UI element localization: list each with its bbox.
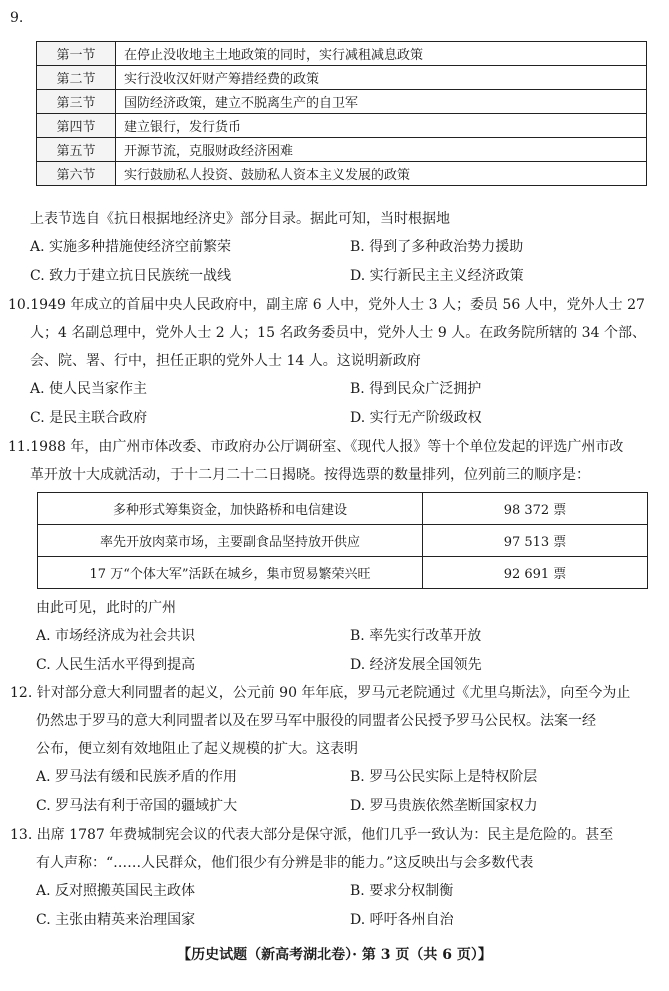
q13-option-d[interactable]: D. 呼吁各州自治 — [350, 912, 454, 928]
q12-stem-line3: 公布，便立刻有效地阻止了起义规模的扩大。这表明 — [36, 741, 358, 757]
q12-stem-line1: 12. 针对部分意大利同盟者的起义，公元前 90 年年底，罗马元老院通过《尤里乌斯法》，向至今为止 — [10, 685, 631, 701]
achievement-cell: 多种形式筹集资金，加快路桥和电信建设 — [38, 493, 423, 525]
table-row — [38, 525, 648, 557]
q9-stem: 上表节选自《抗日根据地经济史》部分目录。据此可知，当时根据地 — [30, 211, 450, 227]
q9-option-a[interactable]: A. 实施多种措施使经济空前繁荣 — [30, 239, 232, 255]
q11-option-b[interactable]: B. 率先实行改革开放 — [350, 628, 482, 644]
q9-option-c[interactable]: C. 致力于建立抗日民族统一战线 — [30, 268, 232, 284]
table-row — [38, 557, 648, 589]
q12-option-a[interactable]: A. 罗马法有缓和民族矛盾的作用 — [36, 769, 238, 785]
section-content: 开源节流，克服财政经济困难 — [116, 138, 647, 162]
q10-option-c[interactable]: C. 是民主联合政府 — [30, 410, 148, 426]
achievement-cell: 率先开放肉菜市场，主要副食品坚持放开供应 — [38, 525, 423, 557]
table-row — [37, 42, 647, 66]
section-content: 实行没收汉奸财产筹措经费的政策 — [116, 66, 647, 90]
q13-option-c[interactable]: C. 主张由精英来治理国家 — [36, 912, 196, 928]
q9-option-d[interactable]: D. 实行新民主主义经济政策 — [350, 268, 524, 284]
q10-option-b[interactable]: B. 得到民众广泛拥护 — [350, 381, 482, 397]
q9-table — [36, 41, 647, 186]
q10-option-a[interactable]: A. 使人民当家作主 — [30, 381, 148, 397]
q13-option-a[interactable]: A. 反对照搬英国民主政体 — [36, 883, 196, 899]
q10-stem-line3: 会、院、署、行中，担任正职的党外人士 14 人。这说明新政府 — [30, 353, 421, 369]
q9-number: 9. — [10, 10, 24, 26]
q13-stem-line2: 有人声称：“……人民群众，他们很少有分辨是非的能力。”这反映出与会多数代表 — [36, 855, 534, 871]
q11-stem: 由此可见，此时的广州 — [36, 600, 176, 616]
section-content: 在停止没收地主土地政策的同时，实行减租减息政策 — [116, 42, 647, 66]
section-content: 国防经济政策，建立不脱离生产的自卫军 — [116, 90, 647, 114]
section-label: 第三节 — [37, 90, 116, 114]
section-content: 实行鼓励私人投资、鼓励私人资本主义发展的政策 — [116, 162, 647, 186]
votes-cell: 92 691 票 — [423, 557, 648, 589]
section-label: 第六节 — [37, 162, 116, 186]
table-row — [37, 66, 647, 90]
q11-option-a[interactable]: A. 市场经济成为社会共识 — [36, 628, 196, 644]
table-row — [37, 162, 647, 186]
q13-option-b[interactable]: B. 要求分权制衡 — [350, 883, 454, 899]
q11-option-d[interactable]: D. 经济发展全国领先 — [350, 657, 482, 673]
table-row — [37, 90, 647, 114]
achievement-cell: 17 万“个体大军”活跃在城乡，集市贸易繁荣兴旺 — [38, 557, 423, 589]
votes-cell: 98 372 票 — [423, 493, 648, 525]
q11-option-c[interactable]: C. 人民生活水平得到提高 — [36, 657, 196, 673]
q12-option-c[interactable]: C. 罗马法有利于帝国的疆域扩大 — [36, 798, 238, 814]
page-footer: 【历史试题（新高考湖北卷）· 第 3 页（共 6 页）】 — [177, 947, 492, 963]
table-row — [38, 493, 648, 525]
q11-stem-line1: 11.1988 年，由广州市体改委、市政府办公厅调研室、《现代人报》等十个单位发起的评选广州市改 — [8, 439, 624, 455]
section-label: 第四节 — [37, 114, 116, 138]
section-label: 第二节 — [37, 66, 116, 90]
q10-stem-line2: 人；4 名副总理中，党外人士 2 人；15 名政务委员中，党外人士 9 人。在政务院所辖的 34 个部、 — [30, 325, 646, 341]
q9-option-b[interactable]: B. 得到了多种政治势力援助 — [350, 239, 524, 255]
q10-stem-line1: 10.1949 年成立的首届中央人民政府中，副主席 6 人中，党外人士 3 人；委员 56 人中，党外人士 27 — [8, 297, 645, 313]
q12-option-b[interactable]: B. 罗马公民实际上是特权阶层 — [350, 769, 538, 785]
table-row — [37, 138, 647, 162]
q12-stem-line2: 仍然忠于罗马的意大利同盟者以及在罗马军中服役的同盟者公民授予罗马公民权。法案一经 — [36, 713, 596, 729]
q12-option-d[interactable]: D. 罗马贵族依然垄断国家权力 — [350, 798, 538, 814]
section-label: 第一节 — [37, 42, 116, 66]
q10-option-d[interactable]: D. 实行无产阶级政权 — [350, 410, 482, 426]
q11-table — [37, 492, 648, 589]
q11-stem-line2: 革开放十大成就活动，于十二月二十二日揭晓。按得选票的数量排列，位列前三的顺序是： — [30, 467, 590, 483]
votes-cell: 97 513 票 — [423, 525, 648, 557]
section-label: 第五节 — [37, 138, 116, 162]
q13-stem-line1: 13. 出席 1787 年费城制宪会议的代表大部分是保守派，他们几乎一致认为：民主是危险的。甚至 — [10, 827, 614, 843]
section-content: 建立银行，发行货币 — [116, 114, 647, 138]
table-row — [37, 114, 647, 138]
